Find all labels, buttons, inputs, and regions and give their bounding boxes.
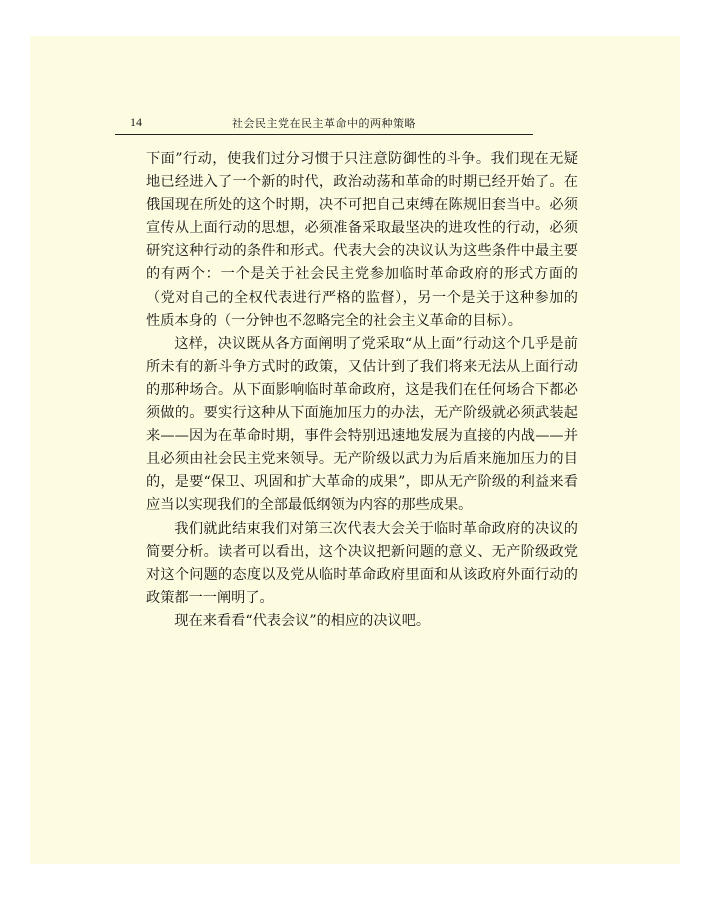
- paragraph-4: 现在来看看“代表会议”的相应的决议吧。: [174, 612, 431, 629]
- paragraph-2: 这样，决议既从各方面阐明了党采取“从上面”行动这个几乎是前所未有的新斗争方式时的政策，又估计到了我们将来无法从上面行动的那种场合。从下面影响临时革命政府，这是我们在任何场合下都必须做的。要实行这种从下面施加压力的办法，无产阶级就必须武装起来——因为在革命时期，事件会特别迅速地发展为直接的内战——并且必须由社会民主党来领导。无产阶级以武力为后盾来施加压力的目的，是要“保卫、巩固和扩大革命的成果”，即从无产阶级的利益来看应当以实现我们的全部最低纲领为内容的那些成果。: [146, 335, 578, 514]
- page-header: [115, 113, 533, 135]
- paragraph-3: 我们就此结束我们对第三次代表大会关于临时革命政府的决议的简要分析。读者可以看出，这个决议把新问题的意义、无产阶级政党对这个问题的态度以及党从临时革命政府里面和从该政府外面行动的政策都一一阐明了。: [146, 520, 578, 606]
- paragraph-1: 下面”行动，使我们过分习惯于只注意防御性的斗争。我们现在无疑地已经进入了一个新的时代，政治动荡和革命的时期已经开始了。在俄国现在所处的这个时期，决不可把自己束缚在陈规旧套当中。必须宣传从上面行动的思想，必须准备采取最坚决的进攻性的行动，必须研究这种行动的条件和形式。代表大会的决议认为这些条件中最主要的有两个：一个是关于社会民主党参加临时革命政府的形式方面的（党对自己的全权代表进行严格的监督），另一个是关于这种参加的性质本身的（一分钟也不忽略完全的社会主义革命的目标）。: [146, 151, 578, 329]
- running-title: 社会民主党在民主革命中的两种策略: [232, 117, 416, 130]
- header-rule: [115, 134, 533, 135]
- page-number: 14: [130, 115, 142, 129]
- body-text: [146, 148, 578, 633]
